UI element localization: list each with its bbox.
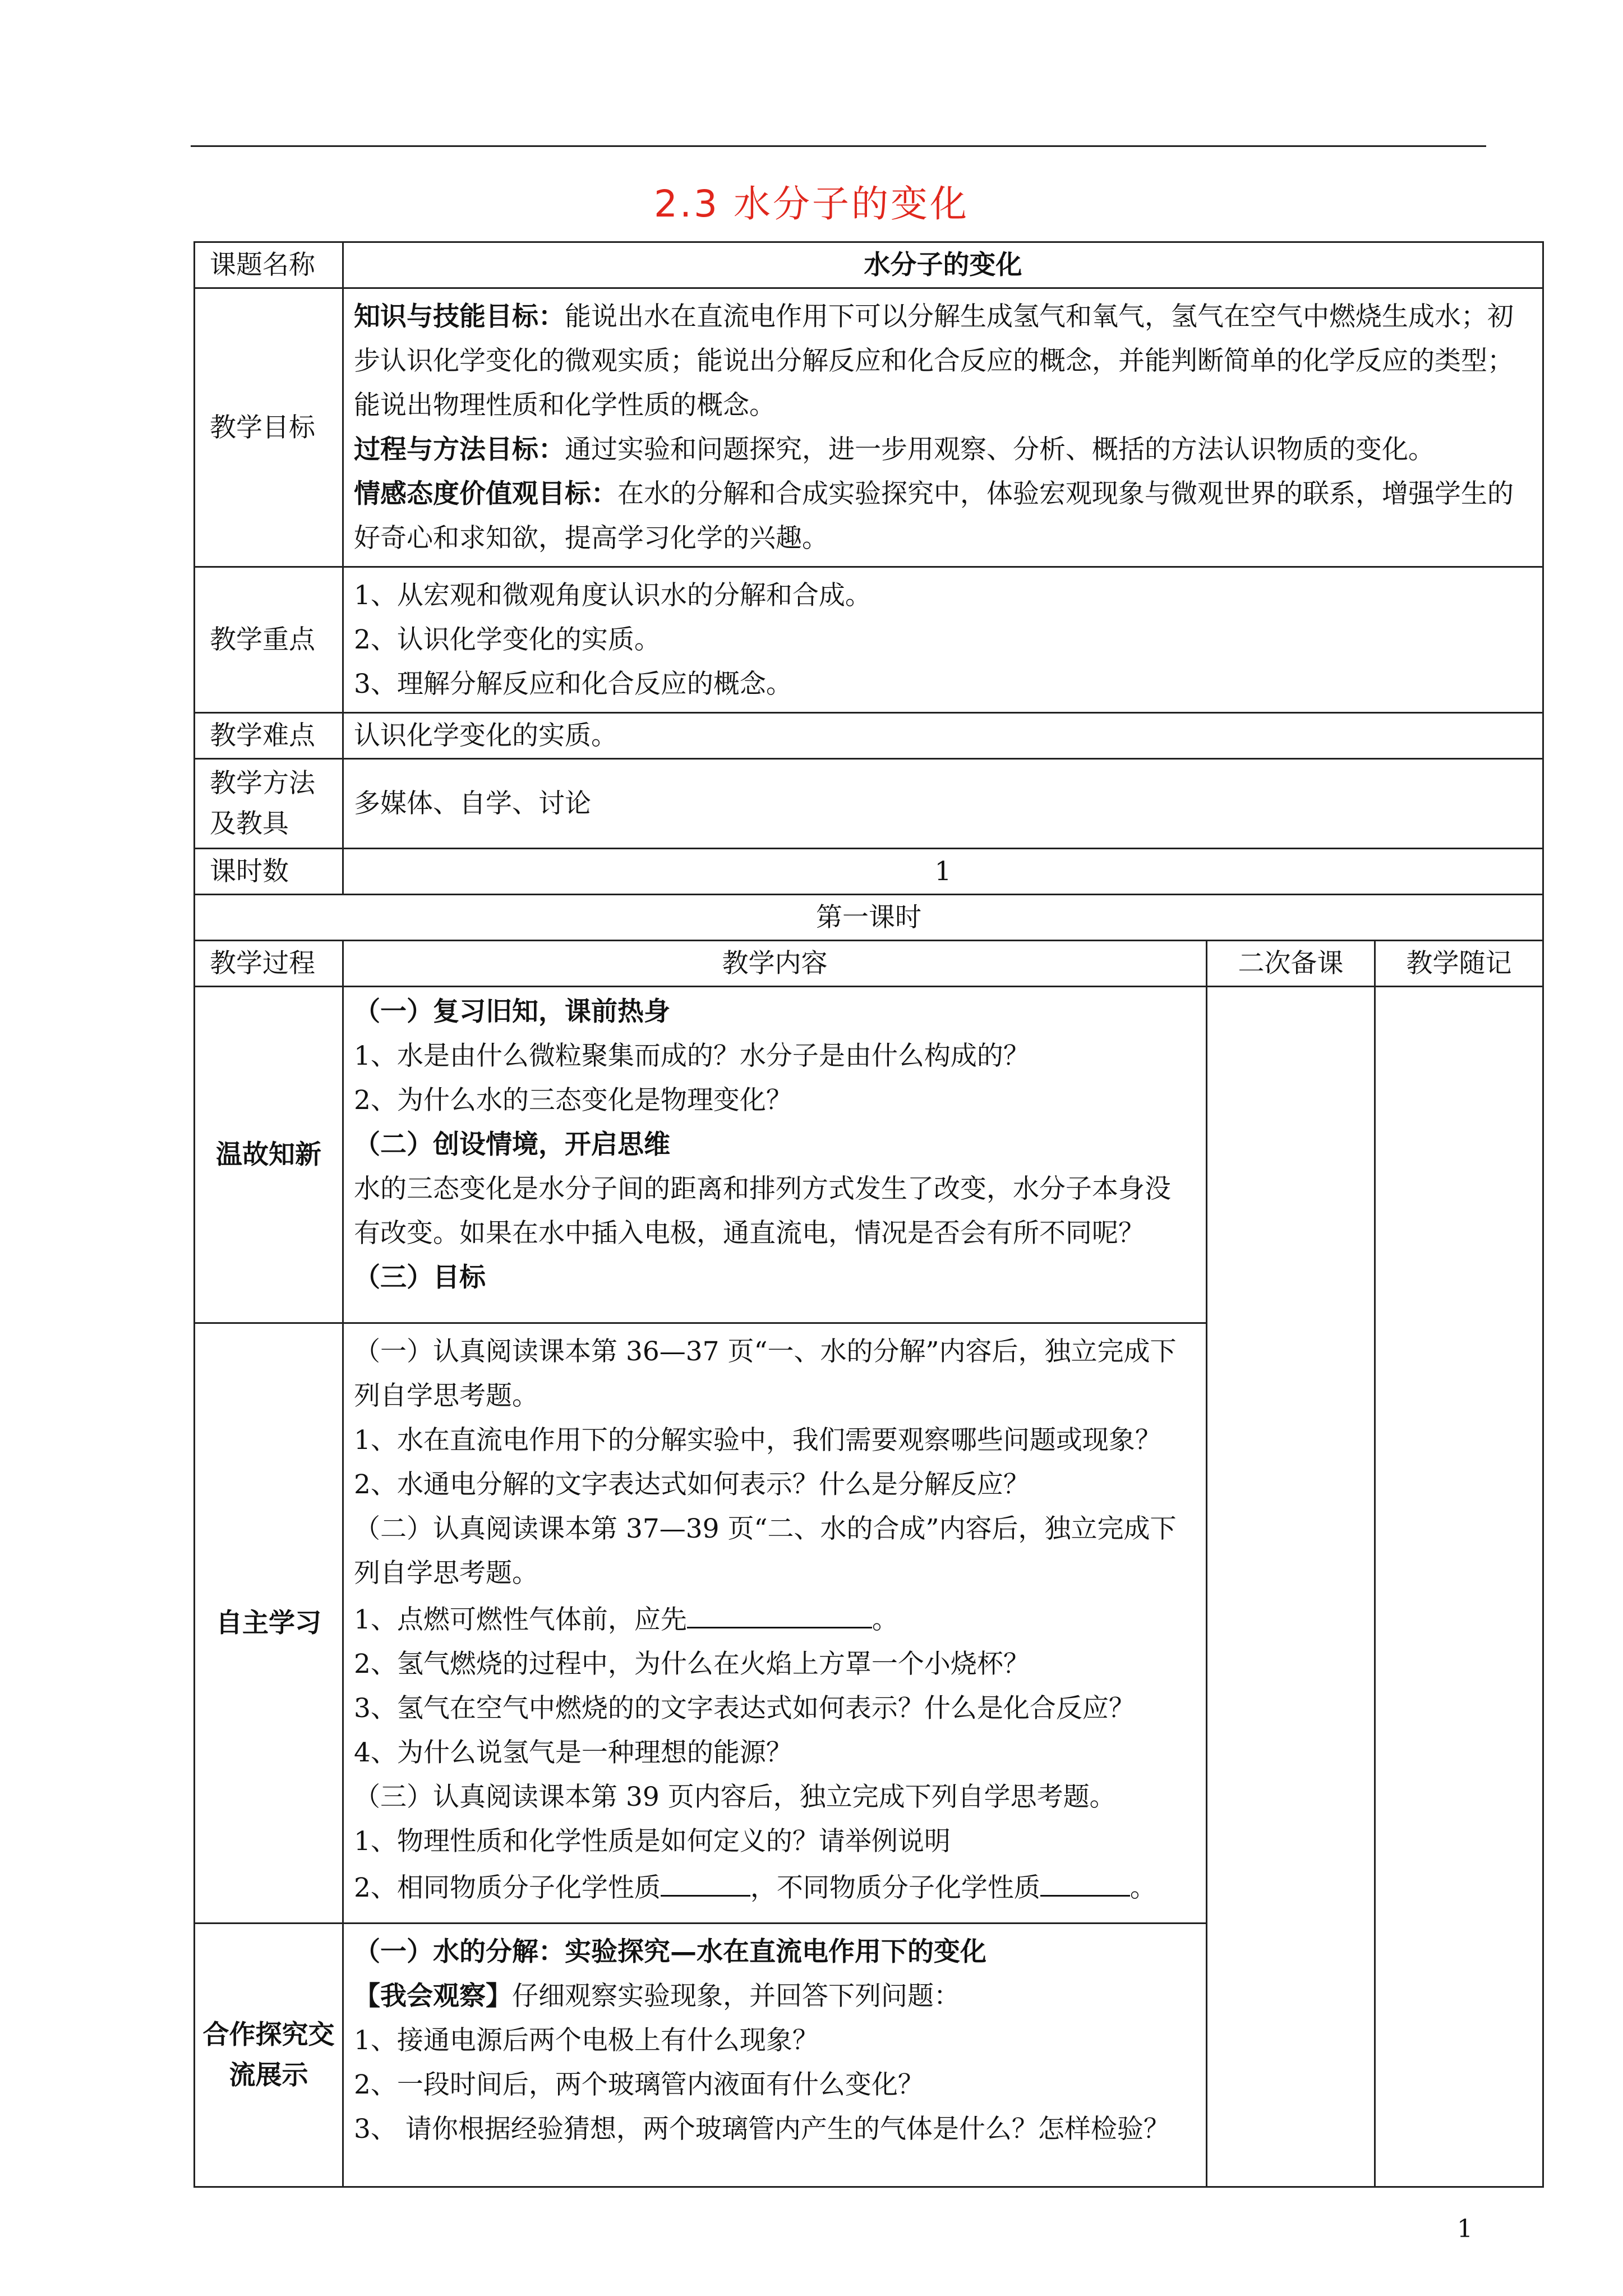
self-study-label: 自主学习	[195, 1323, 343, 1924]
row-goals	[195, 288, 1543, 567]
key-points-label: 教学重点	[195, 567, 343, 713]
coop-line: 1、接通电源后两个电极上有什么现象？	[354, 2025, 819, 2056]
key-point-item: 3、理解分解反应和化合反应的概念。	[354, 669, 792, 700]
self-line: 1、水在直流电作用下的分解实验中，我们需要观察哪些问题或现象？	[354, 1425, 1161, 1456]
self-line: 2、水通电分解的文字表达式如何表示？什么是分解反应？	[354, 1469, 1030, 1500]
goal-emotion: 情感态度价值观目标：在水的分解和合成实验探究中，体验宏观现象与微观世界的联系，增强学生的好奇心和求知欲，提高学习化学的兴趣。	[354, 478, 1514, 554]
row-periods	[195, 849, 1543, 895]
cooperation-label: 合作探究交流展示	[195, 1924, 343, 2187]
methods-label: 教学方法及教具	[195, 759, 343, 849]
answer-blank[interactable]	[687, 1595, 872, 1628]
self-line-ignite: 1、点燃可燃性气体前，应先 。	[354, 1595, 1196, 1642]
periods-label: 课时数	[195, 849, 343, 895]
key-point-item: 1、从宏观和微观角度认识水的分解和合成。	[354, 580, 872, 611]
self-study-content	[343, 1323, 1207, 1924]
page-number: 1	[1457, 2215, 1473, 2243]
goal-knowledge: 知识与技能目标：能说出水在直流电作用下可以分解生成氢气和氧气，氢气在空气中燃烧生成水；初步认识化学变化的微观实质；能说出分解反应和化合反应的概念，并能判断简单的化学反应的类型；能说出物理性质和化学性质的概念。	[354, 301, 1514, 421]
methods-value: 多媒体、自学、讨论	[343, 759, 1543, 849]
goals-content	[343, 288, 1543, 567]
row-topic	[195, 242, 1543, 288]
review-line: 1、水是由什么微粒聚集而成的？水分子是由什么构成的？	[354, 1041, 1030, 1071]
row-key-points	[195, 567, 1543, 713]
header-process: 教学过程	[195, 941, 343, 987]
review-line: 水的三态变化是水分子间的距离和排列方式发生了改变，水分子本身没有改变。如果在水中插入电极，通直流电，情况是否会有所不同呢？	[354, 1174, 1171, 1249]
difficulty-value: 认识化学变化的实质。	[343, 713, 1543, 759]
key-points-content	[343, 567, 1543, 713]
cooperation-content	[343, 1924, 1207, 2187]
answer-blank[interactable]	[661, 1864, 750, 1897]
row-header	[195, 941, 1543, 987]
self-line: 3、氢气在空气中燃烧的的文字表达式如何表示？什么是化合反应？	[354, 1693, 1135, 1724]
header-notes: 教学随记	[1375, 941, 1543, 987]
self-line: 1、物理性质和化学性质是如何定义的？请举例说明	[354, 1826, 951, 1857]
self-line: （三）认真阅读课本第 39 页内容后，独立完成下列自学思考题。	[354, 1782, 1116, 1812]
row-lesson	[195, 895, 1543, 941]
answer-blank[interactable]	[1040, 1864, 1130, 1897]
review-label: 温故知新	[195, 987, 343, 1323]
key-point-item: 2、认识化学变化的实质。	[354, 624, 661, 655]
self-line: （二）认真阅读课本第 37—39 页“二、水的合成”内容后，独立完成下列自学思考题。	[354, 1513, 1177, 1589]
header-rule	[191, 145, 1486, 147]
coop-heading: （一）水的分解：实验探究—水在直流电作用下的变化	[354, 1936, 986, 1967]
row-difficulty	[195, 713, 1543, 759]
document-title: 2.3 水分子的变化	[654, 182, 969, 226]
self-line: 2、氢气燃烧的过程中，为什么在火焰上方罩一个小烧杯？	[354, 1649, 1030, 1680]
review-line: 2、为什么水的三态变化是物理变化？	[354, 1085, 792, 1116]
review-line: （三）目标	[354, 1262, 486, 1293]
header-second-prep: 二次备课	[1207, 941, 1375, 987]
lesson-plan-table	[193, 241, 1544, 2188]
row-review	[195, 987, 1543, 1323]
lesson-value: 第一课时	[195, 895, 1543, 941]
topic-value: 水分子的变化	[343, 242, 1543, 288]
self-line-same: 2、相同物质分子化学性质 ，不同物质分子化学性质 。	[354, 1864, 1196, 1910]
coop-line: 2、一段时间后，两个玻璃管内液面有什么变化？	[354, 2069, 924, 2100]
header-content: 教学内容	[343, 941, 1207, 987]
coop-line: 3、 请你根据经验猜想，两个玻璃管内产生的气体是什么？怎样检验？	[354, 2114, 1170, 2145]
difficulty-label: 教学难点	[195, 713, 343, 759]
row-methods	[195, 759, 1543, 849]
review-line: （二）创设情境，开启思维	[354, 1129, 670, 1160]
coop-observe: 【我会观察】仔细观察实验现象，并回答下列问题：	[354, 1981, 960, 2012]
second-prep-column	[1207, 987, 1375, 2187]
notes-column	[1375, 987, 1543, 2187]
topic-label: 课题名称	[195, 242, 343, 288]
periods-value: 1	[343, 849, 1543, 895]
self-line: 4、为什么说氢气是一种理想的能源？	[354, 1737, 792, 1768]
goals-label: 教学目标	[195, 288, 343, 567]
review-line: （一）复习旧知，课前热身	[354, 996, 670, 1027]
review-content	[343, 987, 1207, 1323]
self-line: （一）认真阅读课本第 36—37 页“一、水的分解”内容后，独立完成下列自学思考题。	[354, 1336, 1177, 1411]
goal-process: 过程与方法目标：通过实验和问题探究，进一步用观察、分析、概括的方法认识物质的变化。	[354, 434, 1435, 465]
